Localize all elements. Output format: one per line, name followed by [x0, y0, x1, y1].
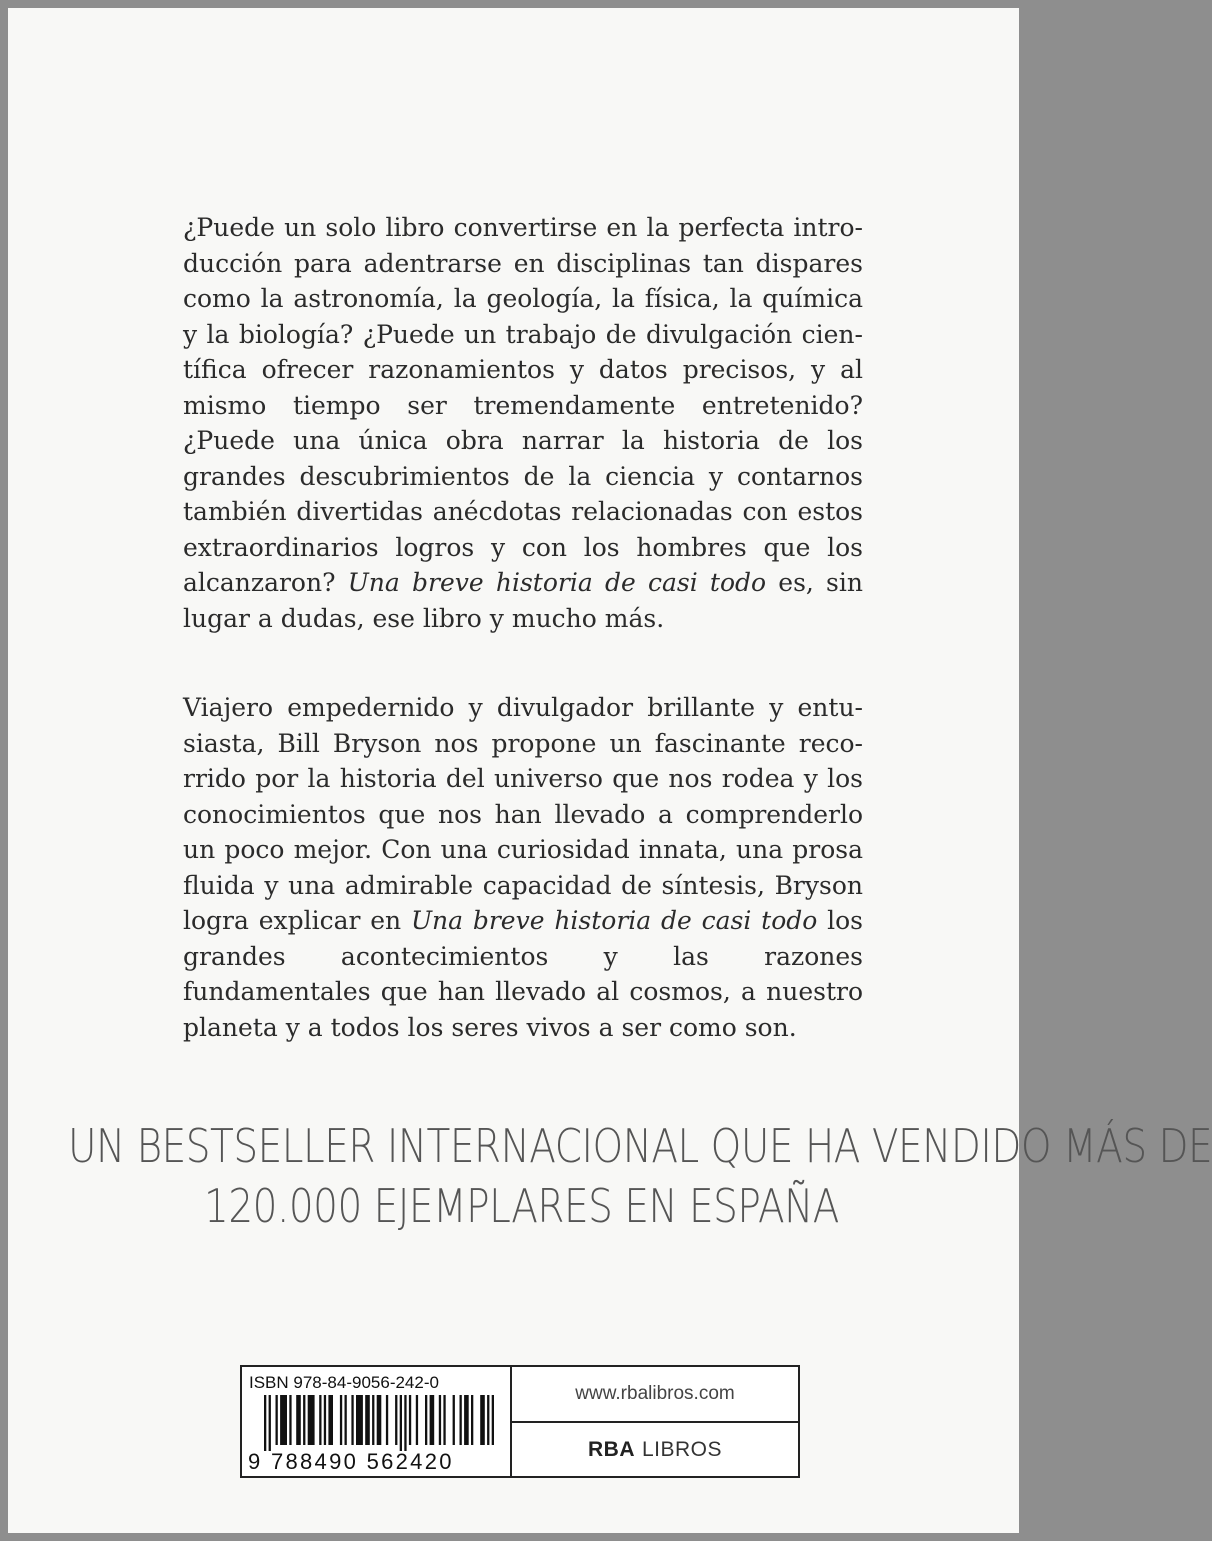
barcode-bar	[416, 1395, 418, 1445]
tagline-line-1: UN BESTSELLER INTERNACIONAL QUE HA VENDIDO MÁS DE	[68, 1120, 1212, 1174]
publisher-website: www.rbalibros.com	[512, 1367, 798, 1423]
barcode-bar	[460, 1395, 462, 1445]
barcode-bar	[365, 1395, 370, 1445]
barcode-bar	[464, 1395, 469, 1445]
barcode-panel	[240, 1365, 800, 1478]
barcode-bar	[377, 1395, 382, 1445]
barcode-bar	[430, 1395, 435, 1445]
blurb-1-text: ¿Puede un solo libro convertirse en la perfecta introducción para adentrarse en disciplinas tan dispares como la astronomía, la geología, la física, la química y la biología? ¿Puede un trabajo de divulgación científica ofrecer razonamientos y datos precisos, y al mismo tiempo ser tremendamente entretenido? ¿Puede una única obra narrar la historia de los grandes descubrimientos de la ciencia y contarnos también divertidas anécdotas relacionadas con estos extraordinarios logros y con los hombres que los alcanzaron?	[183, 213, 863, 597]
blurb-paragraph-1	[183, 210, 863, 636]
barcode-bar	[443, 1395, 445, 1445]
barcode-bar	[289, 1395, 291, 1445]
barcode-bar	[328, 1395, 333, 1445]
barcode-bar	[280, 1395, 287, 1445]
barcode-digits: 9 788490 562420	[248, 1449, 454, 1474]
barcode-bar	[480, 1395, 485, 1445]
barcode-bar	[439, 1395, 441, 1445]
barcode-icon	[264, 1395, 492, 1451]
barcode-bar	[492, 1395, 494, 1445]
publisher-name-regular: LIBROS	[641, 1437, 723, 1461]
blurb-paragraph-2	[183, 690, 863, 1045]
barcode-bar	[356, 1395, 363, 1445]
barcode-bar	[400, 1395, 402, 1451]
blurb-2-text: Viajero empedernido y divulgador brillante y entusiasta, Bill Bryson nos propone un fascinante recorrido por la historia del universo que nos rodea y los conocimientos que nos han llevado a comprenderlo un poco mejor. Con una curiosidad innata, una prosa fluida y una admirable capacidad de síntesis, Bryson logra explicar en	[183, 693, 863, 935]
barcode-bar	[269, 1395, 271, 1451]
publisher-logo	[512, 1423, 798, 1476]
barcode-bar	[264, 1395, 266, 1451]
barcode-bar	[345, 1395, 347, 1445]
isbn-label: ISBN 978-84-9056-242-0	[249, 1373, 439, 1392]
book-title-italic-2: Una breve historia de casi todo	[410, 906, 818, 935]
barcode-bar	[340, 1395, 342, 1445]
barcode-bar	[372, 1395, 374, 1445]
barcode-bar	[404, 1395, 406, 1451]
back-cover	[8, 8, 1212, 1533]
barcode-bar	[319, 1395, 321, 1445]
barcode-bar	[471, 1395, 473, 1445]
blurb-1-tail: es, sin lugar a dudas, ese libro y mucho más.	[183, 568, 863, 633]
barcode-bar	[425, 1395, 427, 1445]
barcode-bar	[324, 1395, 326, 1445]
barcode-bar	[453, 1395, 455, 1445]
barcode-bar	[386, 1395, 388, 1445]
tagline-line-2: 120.000 EJEMPLARES EN ESPAÑA	[204, 1180, 839, 1234]
book-title-italic-1: Una breve historia de casi todo	[347, 568, 767, 597]
barcode-bar	[395, 1395, 397, 1445]
publisher-area	[512, 1367, 798, 1476]
barcode-bar	[308, 1395, 315, 1445]
barcode-bar	[351, 1395, 353, 1445]
barcode-area	[242, 1367, 512, 1476]
publisher-name-bold: RBA	[587, 1437, 635, 1461]
blurb-2-tail: los grandes acontecimientos y las razones fundamentales que han llevado al cosmos, a nuestro planeta y a todos los seres vivos a ser como son.	[183, 906, 863, 1042]
barcode-bar	[409, 1395, 411, 1445]
barcode-bar	[296, 1395, 301, 1445]
barcode-bar	[276, 1395, 278, 1445]
barcode-bar	[303, 1395, 305, 1445]
barcode-bar	[487, 1395, 489, 1445]
